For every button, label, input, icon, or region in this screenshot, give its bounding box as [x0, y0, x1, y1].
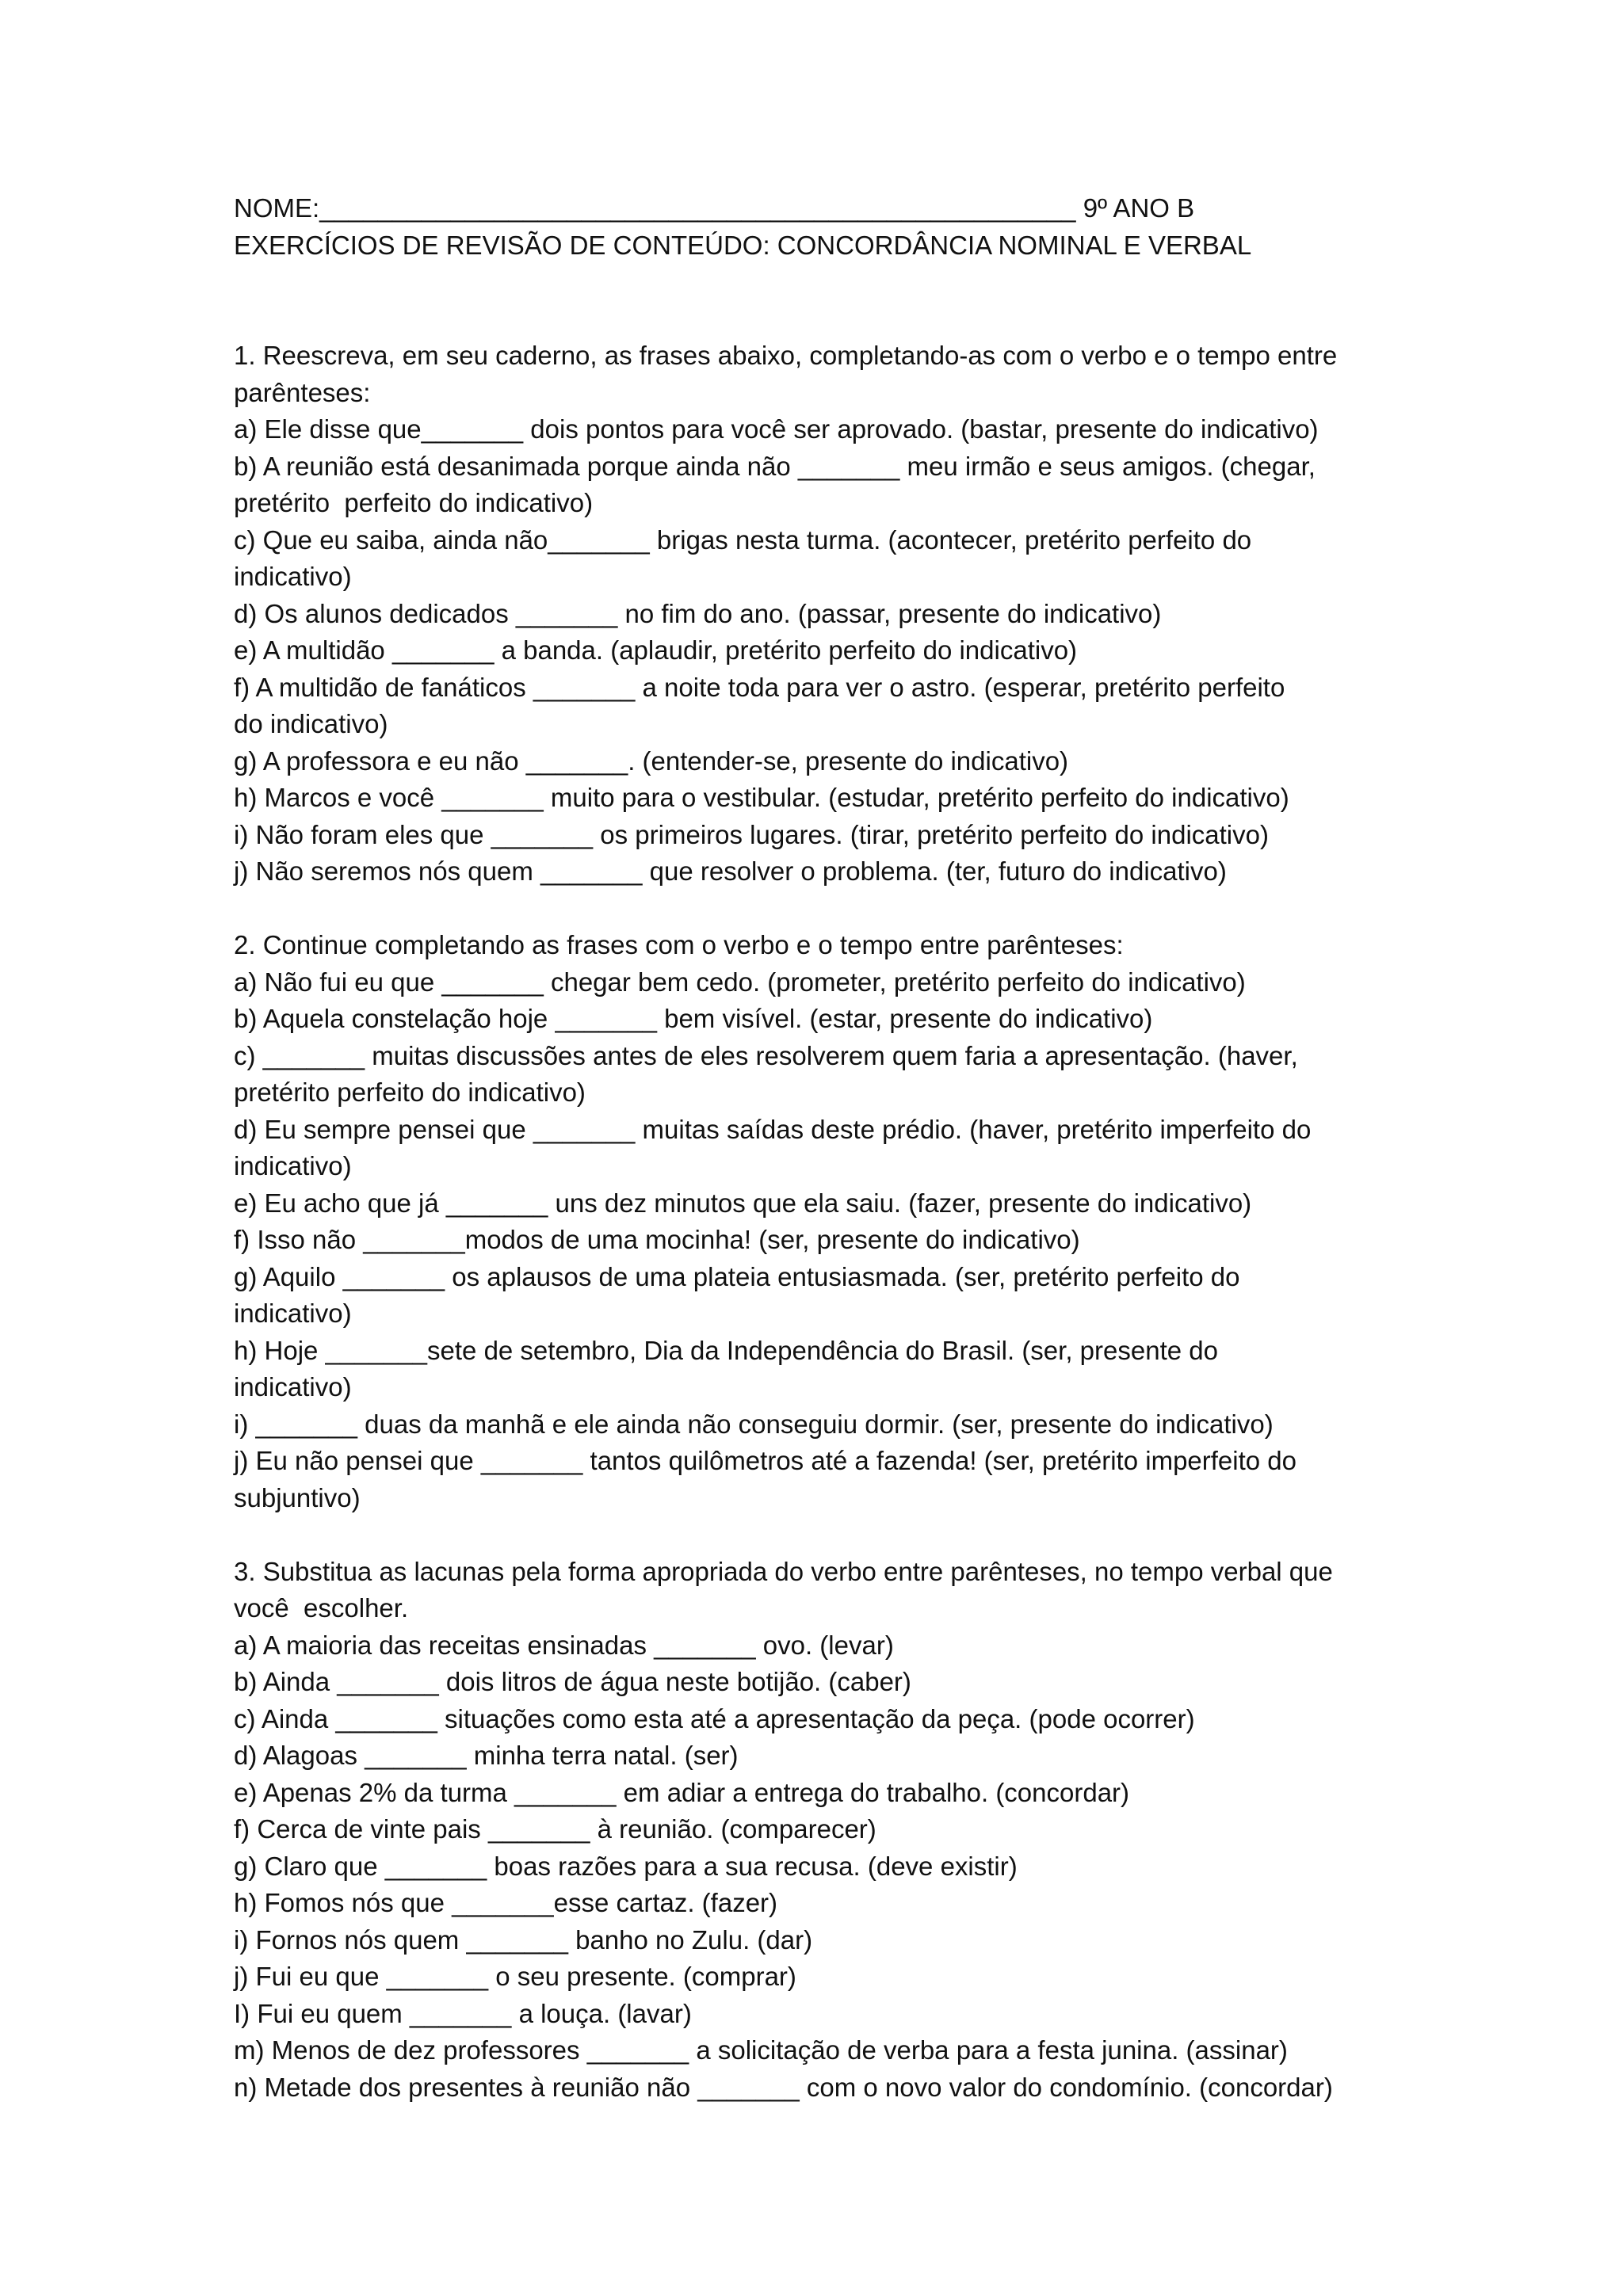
exercise-1-line: c) Que eu saiba, ainda não_______ brigas nesta turma. (acontecer, pretérito perfeito do [234, 524, 1252, 555]
spacer [234, 264, 1407, 338]
spacer [234, 1516, 1407, 1554]
exercise-3-line: I) Fui eu quem _______ a louça. (lavar) [234, 1998, 692, 2028]
exercise-1 [234, 338, 1407, 891]
exercise-2-line: a) Não fui eu que _______ chegar bem cedo. (prometer, pretérito perfeito do indicativo) [234, 967, 1246, 997]
exercise-3-line: d) Alagoas _______ minha terra natal. (ser) [234, 1741, 739, 1770]
exercise-2-line: pretérito perfeito do indicativo) [234, 1077, 586, 1107]
exercise-2-line: indicativo) [234, 1151, 352, 1180]
exercise-2-line: g) Aquilo _______ os aplausos de uma plateia entusiasmada. (ser, pretérito perfeito do [234, 1261, 1240, 1291]
exercise-3-line: j) Fui eu que _______ o seu presente. (comprar) [234, 1962, 796, 1991]
worksheet-title: EXERCÍCIOS DE REVISÃO DE CONTEÚDO: CONCORDÂNCIA NOMINAL E VERBAL [234, 230, 1252, 260]
exercise-1-line: do indicativo) [234, 709, 388, 738]
exercise-1-line: f) A multidão de fanáticos _______ a noite toda para ver o astro. (esperar, pretérito perfeito [234, 672, 1285, 702]
exercise-3-line: b) Ainda _______ dois litros de água neste botijão. (caber) [234, 1667, 911, 1696]
exercise-3-line: m) Menos de dez professores _______ a solicitação de verba para a festa junina. (assinar) [234, 2035, 1288, 2065]
exercise-2-line: f) Isso não _______modos de uma mocinha! (ser, presente do indicativo) [234, 1225, 1080, 1254]
exercise-2-line: d) Eu sempre pensei que _______ muitas saídas deste prédio. (haver, pretérito imperfeito do [234, 1114, 1312, 1144]
exercise-1-line: pretérito perfeito do indicativo) [234, 488, 594, 517]
exercise-3-line: 3. Substitua as lacunas pela forma apropriada do verbo entre parênteses, no tempo verbal que [234, 1556, 1333, 1586]
exercise-2 [234, 927, 1407, 1516]
exercise-1-line: 1. Reescreva, em seu caderno, as frases abaixo, completando-as com o verbo e o tempo entre [234, 341, 1338, 370]
exercise-1-line: e) A multidão _______ a banda. (aplaudir, pretérito perfeito do indicativo) [234, 635, 1078, 665]
exercise-2-line: 2. Continue completando as frases com o verbo e o tempo entre parênteses: [234, 930, 1124, 959]
exercise-1-line: g) A professora e eu não _______. (entender-se, presente do indicativo) [234, 746, 1069, 776]
exercise-1-line: a) Ele disse que_______ dois pontos para você ser aprovado. (bastar, presente do indicativo) [234, 414, 1319, 444]
exercise-3-line: n) Metade dos presentes à reunião não _______ com o novo valor do condomínio. (concordar) [234, 2072, 1333, 2102]
exercise-2-line: indicativo) [234, 1299, 352, 1328]
exercise-3 [234, 1554, 1407, 2107]
exercise-2-line: j) Eu não pensei que _______ tantos quilômetros até a fazenda! (ser, pretérito imperfeito do [234, 1446, 1297, 1475]
exercise-1-line: j) Não seremos nós quem _______ que resolver o problema. (ter, futuro do indicativo) [234, 856, 1227, 886]
exercise-1-line: b) A reunião está desanimada porque ainda não _______ meu irmão e seus amigos. (chegar, [234, 451, 1316, 481]
exercise-3-line: e) Apenas 2% da turma _______ em adiar a entrega do trabalho. (concordar) [234, 1777, 1130, 1807]
exercise-3-line: g) Claro que _______ boas razões para a sua recusa. (deve existir) [234, 1851, 1018, 1881]
exercise-3-line: i) Fornos nós quem _______ banho no Zulu. (dar) [234, 1924, 813, 1955]
exercise-1-line: indicativo) [234, 562, 352, 591]
exercise-3-line: c) Ainda _______ situações como esta até a apresentação da peça. (pode ocorrer) [234, 1703, 1195, 1733]
exercise-1-line: h) Marcos e você _______ muito para o vestibular. (estudar, pretérito perfeito do indicativo) [234, 783, 1289, 812]
exercise-2-line: subjuntivo) [234, 1482, 361, 1512]
exercise-2-line: b) Aquela constelação hoje _______ bem visível. (estar, presente do indicativo) [234, 1004, 1153, 1033]
name-line: NOME:____________________________________________________ 9º ANO B [234, 193, 1195, 223]
spacer [234, 891, 1407, 928]
exercise-3-line: a) A maioria das receitas ensinadas _______ ovo. (levar) [234, 1630, 894, 1660]
exercise-3-line: você escolher. [234, 1593, 409, 1623]
exercise-1-line: parênteses: [234, 377, 371, 407]
exercise-3-line: f) Cerca de vinte pais _______ à reunião. (comparecer) [234, 1814, 876, 1844]
exercise-2-line: i) _______ duas da manhã e ele ainda não conseguiu dormir. (ser, presente do indicativo) [234, 1409, 1274, 1439]
exercise-2-line: h) Hoje _______sete de setembro, Dia da Independência do Brasil. (ser, presente do [234, 1335, 1218, 1365]
exercise-1-line: d) Os alunos dedicados _______ no fim do ano. (passar, presente do indicativo) [234, 598, 1162, 628]
exercise-3-line: h) Fomos nós que _______esse cartaz. (fazer) [234, 1888, 778, 1917]
exercise-2-line: indicativo) [234, 1372, 352, 1402]
exercise-2-line: c) _______ muitas discussões antes de eles resolverem quem faria a apresentação. (haver, [234, 1040, 1298, 1070]
exercise-1-line: i) Não foram eles que _______ os primeiros lugares. (tirar, pretérito perfeito do indicativo) [234, 819, 1269, 849]
exercise-2-line: e) Eu acho que já _______ uns dez minutos que ela saiu. (fazer, presente do indicativo) [234, 1188, 1252, 1218]
worksheet [234, 190, 1407, 2106]
